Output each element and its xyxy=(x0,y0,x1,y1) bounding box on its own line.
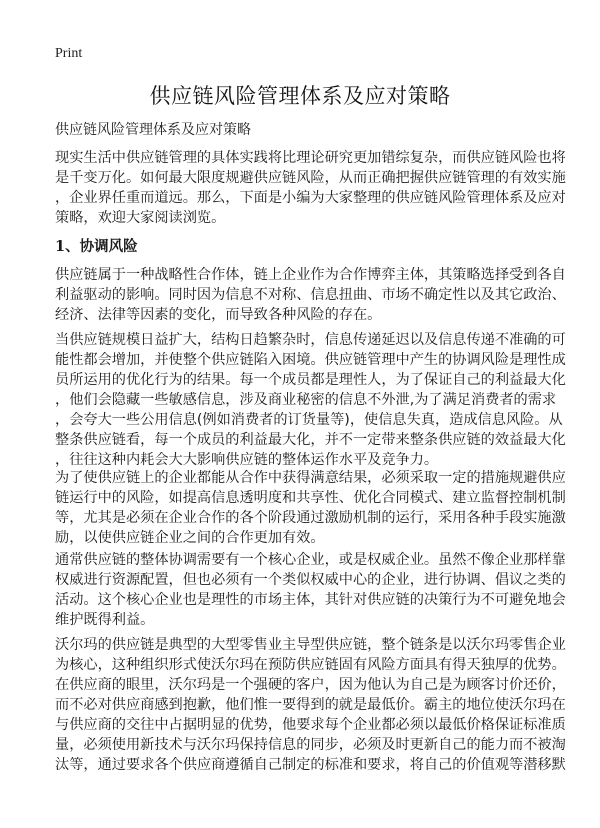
paragraph xyxy=(55,635,566,775)
text-line: ，企业界任重而道远。那么，下面是小编为大家整理的供应链风险管理体系及应对 xyxy=(55,190,566,206)
print-link[interactable]: Print xyxy=(55,46,83,61)
text-line: 为了使供应链上的企业都能从合作中获得满意结果，必须采取一定的措施规避供应 xyxy=(55,470,566,486)
text-line: ，往往这种内耗会大大影响供应链的整体运作水平及竞争力。 xyxy=(55,452,439,468)
document-subtitle: 供应链风险管理体系及应对策略 xyxy=(55,122,251,138)
paragraph xyxy=(55,550,566,630)
text-line: 维护既得利益。 xyxy=(55,612,155,628)
text-line: 供应链属于一种战略性合作体，链上企业作为合作博弈主体，其策略选择受到各自 xyxy=(55,267,566,283)
section-heading: 1、协调风险 xyxy=(55,238,138,255)
text-line: 当供应链规模日益扩大，结构日趋繁杂时，信息传递延迟以及信息传递不准确的可 xyxy=(55,332,566,348)
text-line: 利益驱动的影响。同时因为信息不对称、信息扭曲、市场不确定性以及其它政治、 xyxy=(55,287,566,303)
document-title: 供应链风险管理体系及应对策略 xyxy=(149,84,451,108)
text-line: 整条供应链看，每一个成员的利益最大化，并不一定带来整条供应链的效益最大化 xyxy=(55,432,566,448)
paragraph xyxy=(55,330,566,470)
text-line: 励，以使供应链企业之间的合作更加有效。 xyxy=(55,530,325,546)
text-line: 而不必对供应商感到抱歉，他们惟一要得到的就是最低价。霸主的地位使沃尔玛在 xyxy=(55,697,566,713)
paragraph xyxy=(55,468,566,548)
text-line: 权威进行资源配置，但也必须有一个类似权威中心的企业，进行协调、倡议之类的 xyxy=(55,572,566,588)
text-line: 现实生活中供应链管理的具体实践将比理论研究更加错综复杂，而供应链风险也将 xyxy=(55,150,566,166)
text-line: 与供应商的交往中占据明显的优势，他要求每个企业都必须以最低价格保证标准质 xyxy=(55,717,566,733)
text-line: 链运行中的风险，如提高信息透明度和共享性、优化合同模式、建立监督控制机制 xyxy=(55,490,566,506)
text-line: 等，尤其是必须在企业合作的各个阶段通过激励机制的运行，采用各种手段实施激 xyxy=(55,510,566,526)
text-line: 能性都会增加，并使整个供应链陷入困境。供应链管理中产生的协调风险是理性成 xyxy=(55,352,566,368)
text-line: 为核心，这种组织形式使沃尔玛在预防供应链固有风险方面具有得天独厚的优势。 xyxy=(55,657,566,673)
text-line: 经济、法律等因素的变化，而导致各种风险的存在。 xyxy=(55,307,382,323)
text-line: 汰等，通过要求各个供应商遵循自己制定的标准和要求，将自己的价值观等潜移默 xyxy=(55,757,566,773)
text-line: 沃尔玛的供应链是典型的大型零售业主导型供应链，整个链条是以沃尔玛零售企业 xyxy=(55,637,566,653)
text-line: 策略，欢迎大家阅读浏览。 xyxy=(55,210,226,226)
paragraph xyxy=(55,265,566,325)
text-line: ，会夸大一些公用信息(例如消费者的订货量等)，使信息失真，造成信息风险。从 xyxy=(55,412,563,428)
text-line: 员所运用的优化行为的结果。每一个成员都是理性人，为了保证自己的利益最大化 xyxy=(55,372,566,388)
text-line: ，他们会隐藏一些敏感信息，涉及商业秘密的信息不外泄,为了满足消费者的需求 xyxy=(55,392,557,408)
intro-paragraph xyxy=(55,148,566,228)
text-line: 活动。这个核心企业也是理性的市场主体，其针对供应链的决策行为不可避免地会 xyxy=(55,592,566,608)
text-line: 通常供应链的整体协调需要有一个核心企业，或是权威企业。虽然不像企业那样靠 xyxy=(55,552,566,568)
text-line: 量，必须使用新技术与沃尔玛保持信息的同步，必须及时更新自己的能力而不被淘 xyxy=(55,737,566,753)
text-line: 在供应商的眼里，沃尔玛是一个强硬的客户，因为他认为自己是为顾客讨价还价， xyxy=(55,677,566,693)
text-line: 是千变万化。如何最大限度规避供应链风险，从而正确把握供应链管理的有效实施 xyxy=(55,170,566,186)
